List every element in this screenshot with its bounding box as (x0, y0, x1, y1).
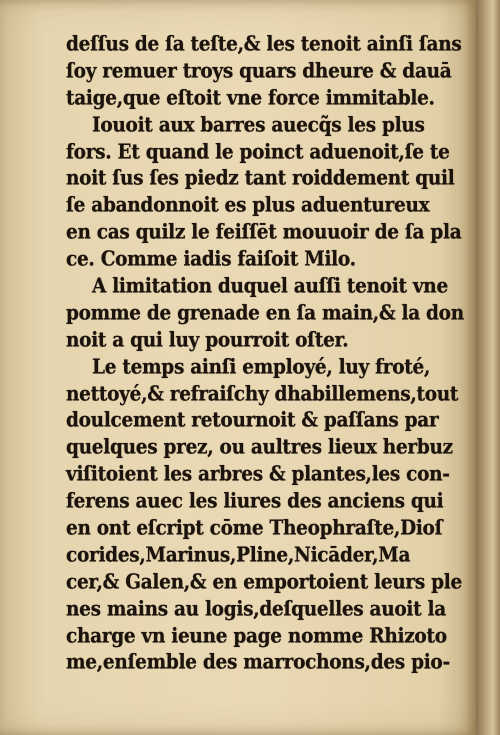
page-text (66, 32, 464, 677)
text-line-9: ce. Comme iadis faiſoit Milo. (66, 247, 356, 272)
text-line-12: noit a qui luy pourroit oſter. (66, 328, 349, 352)
text-line-21: cer,& Galen,& en emportoient leurs ple (66, 570, 462, 594)
text-line-23: charge vn ieune page nomme Rhizoto (66, 624, 447, 648)
text-line-17: viſitoient les arbres & plantes,les con- (66, 462, 450, 487)
text-line-7: ſe abandonnoit es plus aduentureux (66, 193, 430, 218)
text-line-24: me,enſemble des marrochons,des pio- (66, 651, 450, 675)
page-edge-stack (476, 0, 500, 735)
text-line-3: taige,que eſtoit vne force immitable. (66, 86, 435, 110)
text-line-2: ſoy remuer troys quars dheure & dauā (66, 59, 452, 84)
text-line-8: en cas quilz le feiſſēt mouuoir de ſa pla (66, 220, 462, 245)
text-line-14: nettoyé,& refraiſchy dhabillemens,tout (66, 382, 459, 406)
text-line-6: noit ſus ſes piedz tant roiddement quil (66, 167, 455, 191)
text-line-1: deſſus de ſa teſte,& les tenoit ainſi ſans (66, 32, 462, 57)
text-line-15: doulcement retournoit & paſſans par (66, 409, 439, 433)
text-line-20: corides,Marinus,Pline,Nicāder,Ma (66, 543, 411, 568)
text-line-5: fors. Et quand le poinct aduenoit,ſe te (66, 140, 450, 164)
text-line-4: Iouoit aux barres auecq̃s les plus (92, 113, 425, 137)
text-line-16: quelques prez, ou aultres lieux herbuz (66, 435, 453, 460)
text-line-11: pomme de grenade en ſa main,& la don (66, 301, 464, 326)
text-line-10: A limitation duquel auſſi tenoit vne (92, 274, 448, 299)
text-line-19: en ont eſcript cōme Theophraſte,Dioſ (66, 516, 443, 541)
text-line-13: Le temps ainſi employé, luy froté, (92, 355, 431, 379)
text-line-22: nes mains au logis,deſquelles auoit la (66, 597, 446, 621)
text-line-18: ferens auec les liures des anciens qui (66, 489, 444, 514)
